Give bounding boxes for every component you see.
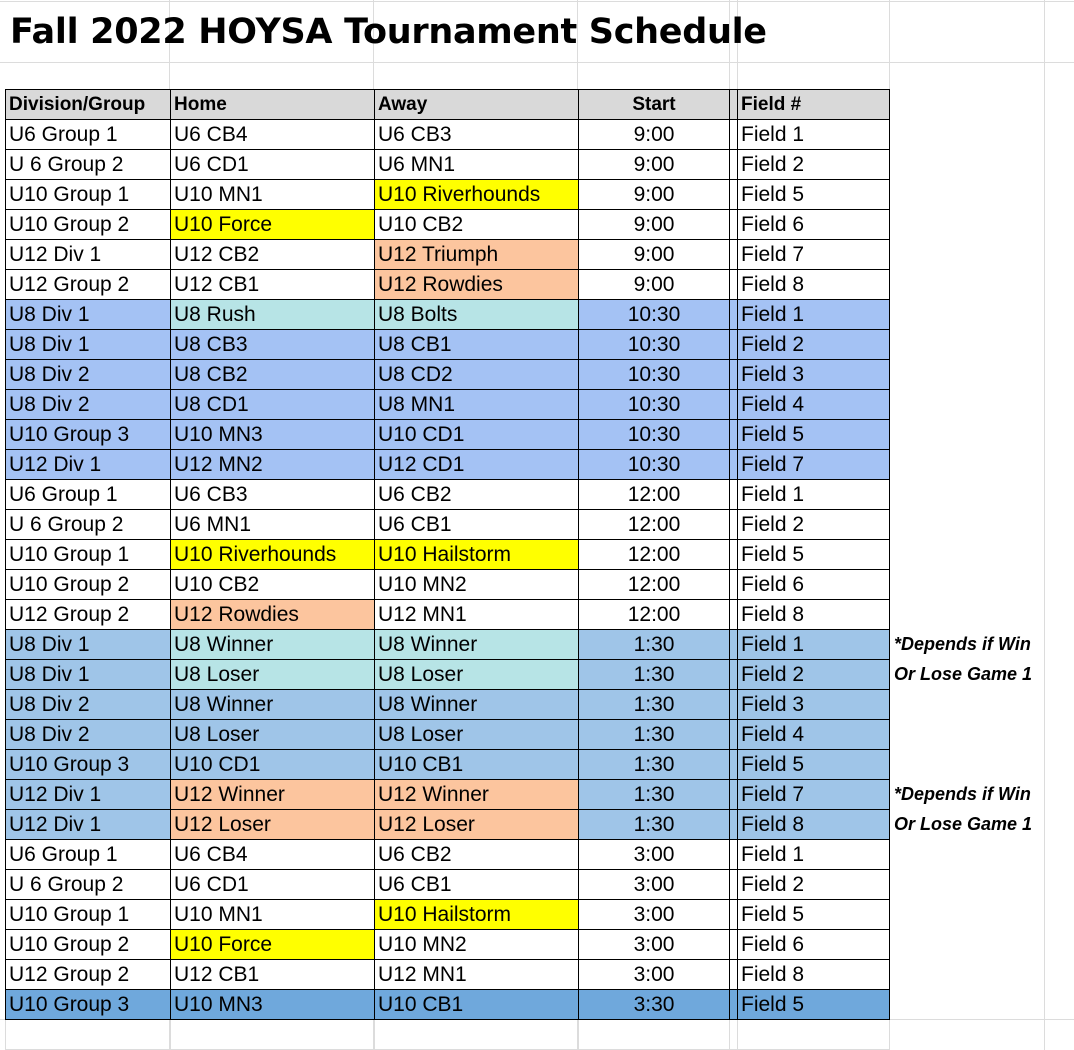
- away-team-cell[interactable]: U6 CB2: [375, 480, 579, 510]
- home-team-cell[interactable]: U12 CB1: [171, 960, 375, 990]
- gap-cell[interactable]: [730, 960, 738, 990]
- empty-cell[interactable]: [375, 1020, 579, 1050]
- start-time-cell[interactable]: 3:00: [579, 930, 730, 960]
- field-cell[interactable]: Field 1: [738, 120, 890, 150]
- start-time-cell[interactable]: 12:00: [579, 510, 730, 540]
- note-cell[interactable]: [890, 690, 1070, 720]
- field-cell[interactable]: Field 8: [738, 270, 890, 300]
- start-time-cell[interactable]: 12:00: [579, 570, 730, 600]
- gap-cell[interactable]: [730, 540, 738, 570]
- start-time-cell[interactable]: 9:00: [579, 150, 730, 180]
- start-time-cell[interactable]: 9:00: [579, 210, 730, 240]
- gap-cell[interactable]: [730, 510, 738, 540]
- away-team-cell[interactable]: U8 Bolts: [375, 300, 579, 330]
- field-cell[interactable]: Field 6: [738, 930, 890, 960]
- header-field[interactable]: Field #: [738, 90, 890, 120]
- field-cell[interactable]: Field 5: [738, 180, 890, 210]
- gap-cell[interactable]: [730, 990, 738, 1020]
- away-team-cell[interactable]: U12 CD1: [375, 450, 579, 480]
- table-row: [6, 990, 1070, 1020]
- division-cell[interactable]: U10 Group 3: [6, 420, 171, 450]
- table-row: [6, 450, 1070, 480]
- note-cell[interactable]: Or Lose Game 1: [894, 814, 1033, 834]
- empty-row: [6, 1020, 1070, 1050]
- division-cell[interactable]: U12 Div 1: [6, 240, 171, 270]
- away-team-cell[interactable]: U8 MN1: [375, 390, 579, 420]
- start-time-cell[interactable]: 12:00: [579, 480, 730, 510]
- away-team-cell[interactable]: U10 CB1: [375, 750, 579, 780]
- note-cell[interactable]: [890, 510, 1070, 540]
- field-cell[interactable]: Field 1: [738, 630, 890, 660]
- note-cell[interactable]: [890, 150, 1070, 180]
- start-time-cell[interactable]: 12:00: [579, 600, 730, 630]
- field-cell[interactable]: Field 2: [738, 510, 890, 540]
- table-row: [6, 480, 1070, 510]
- division-cell[interactable]: U6 Group 1: [6, 480, 171, 510]
- gap-cell[interactable]: [730, 720, 738, 750]
- field-cell[interactable]: Field 1: [738, 840, 890, 870]
- gap-cell[interactable]: [730, 750, 738, 780]
- header-division[interactable]: Division/Group: [6, 90, 171, 120]
- gap-cell[interactable]: [730, 180, 738, 210]
- start-time-cell[interactable]: 10:30: [579, 330, 730, 360]
- home-team-cell[interactable]: U10 MN1: [171, 900, 375, 930]
- division-cell[interactable]: U10 Group 1: [6, 540, 171, 570]
- division-cell[interactable]: U8 Div 1: [6, 630, 171, 660]
- division-cell[interactable]: U10 Group 3: [6, 750, 171, 780]
- header-note-cell[interactable]: [890, 90, 1070, 120]
- home-team-cell[interactable]: U8 CB3: [171, 330, 375, 360]
- home-team-cell[interactable]: U12 CB2: [171, 240, 375, 270]
- note-cell[interactable]: *Depends if Win: [894, 784, 1031, 804]
- table-row: [6, 390, 1070, 420]
- home-team-cell[interactable]: U10 MN3: [171, 990, 375, 1020]
- start-time-cell[interactable]: 3:00: [579, 900, 730, 930]
- gap-cell[interactable]: [730, 930, 738, 960]
- home-team-cell[interactable]: U6 CB3: [171, 480, 375, 510]
- away-team-cell[interactable]: U8 CD2: [375, 360, 579, 390]
- division-cell[interactable]: U10 Group 2: [6, 570, 171, 600]
- start-time-cell[interactable]: 1:30: [579, 720, 730, 750]
- note-cell[interactable]: [890, 360, 1070, 390]
- header-home[interactable]: Home: [171, 90, 375, 120]
- table-row: [6, 750, 1070, 780]
- away-team-cell[interactable]: U12 MN1: [375, 600, 579, 630]
- home-team-cell[interactable]: U12 CB1: [171, 270, 375, 300]
- home-team-cell[interactable]: U8 Loser: [171, 660, 375, 690]
- note-cell[interactable]: [890, 900, 1070, 930]
- table-row: [6, 240, 1070, 270]
- field-cell[interactable]: Field 5: [738, 990, 890, 1020]
- field-cell[interactable]: Field 5: [738, 750, 890, 780]
- field-cell[interactable]: Field 3: [738, 690, 890, 720]
- start-time-cell[interactable]: 1:30: [579, 690, 730, 720]
- away-team-cell[interactable]: U10 Hailstorm: [375, 540, 579, 570]
- note-cell[interactable]: [890, 570, 1070, 600]
- home-team-cell[interactable]: U6 CB4: [171, 120, 375, 150]
- empty-cell[interactable]: [6, 1020, 171, 1050]
- gap-cell[interactable]: [730, 630, 738, 660]
- field-cell[interactable]: Field 7: [738, 780, 890, 810]
- note-cell[interactable]: [890, 210, 1070, 240]
- table-row: [6, 330, 1070, 360]
- gap-cell[interactable]: [730, 300, 738, 330]
- division-cell[interactable]: U12 Div 1: [6, 810, 171, 840]
- start-time-cell[interactable]: 1:30: [579, 750, 730, 780]
- field-cell[interactable]: Field 5: [738, 900, 890, 930]
- division-cell[interactable]: U8 Div 1: [6, 330, 171, 360]
- note-cell[interactable]: [890, 840, 1070, 870]
- table-row: [6, 420, 1070, 450]
- field-cell[interactable]: Field 5: [738, 540, 890, 570]
- note-cell[interactable]: [890, 180, 1070, 210]
- table-row: [6, 900, 1070, 930]
- table-row: [6, 120, 1070, 150]
- start-time-cell[interactable]: 9:00: [579, 120, 730, 150]
- schedule-table: [5, 89, 1070, 1050]
- gap-cell[interactable]: [730, 270, 738, 300]
- gap-cell[interactable]: [730, 870, 738, 900]
- away-team-cell[interactable]: U6 MN1: [375, 150, 579, 180]
- away-team-cell[interactable]: U10 Hailstorm: [375, 900, 579, 930]
- start-time-cell[interactable]: 10:30: [579, 420, 730, 450]
- start-time-cell[interactable]: 3:00: [579, 960, 730, 990]
- empty-cell[interactable]: [579, 1020, 730, 1050]
- start-time-cell[interactable]: 10:30: [579, 300, 730, 330]
- table-row: [6, 300, 1070, 330]
- away-team-cell[interactable]: U6 CB3: [375, 120, 579, 150]
- away-team-cell[interactable]: U12 Winner: [375, 780, 579, 810]
- gap-cell[interactable]: [730, 810, 738, 840]
- note-cell[interactable]: [890, 120, 1070, 150]
- field-cell[interactable]: Field 8: [738, 810, 890, 840]
- gap-cell[interactable]: [730, 360, 738, 390]
- gridline: [0, 1, 1074, 2]
- gap-cell[interactable]: [730, 900, 738, 930]
- note-cell[interactable]: [890, 720, 1070, 750]
- away-team-cell[interactable]: U10 Riverhounds: [375, 180, 579, 210]
- away-team-cell[interactable]: U10 CB2: [375, 210, 579, 240]
- gap-cell[interactable]: [730, 450, 738, 480]
- away-team-cell[interactable]: U6 CB2: [375, 840, 579, 870]
- note-cell[interactable]: [890, 450, 1070, 480]
- gap-cell[interactable]: [730, 840, 738, 870]
- start-time-cell[interactable]: 9:00: [579, 180, 730, 210]
- division-cell[interactable]: U12 Group 2: [6, 270, 171, 300]
- division-cell[interactable]: U8 Div 2: [6, 690, 171, 720]
- empty-cell[interactable]: [730, 1020, 738, 1050]
- away-team-cell[interactable]: U10 CD1: [375, 420, 579, 450]
- division-cell[interactable]: U10 Group 1: [6, 180, 171, 210]
- gap-cell[interactable]: [730, 570, 738, 600]
- division-cell[interactable]: U6 Group 1: [6, 120, 171, 150]
- note-cell[interactable]: [890, 300, 1070, 330]
- gap-cell[interactable]: [730, 420, 738, 450]
- gap-cell[interactable]: [730, 690, 738, 720]
- division-cell[interactable]: U10 Group 3: [6, 990, 171, 1020]
- division-cell[interactable]: U10 Group 1: [6, 900, 171, 930]
- home-team-cell[interactable]: U6 MN1: [171, 510, 375, 540]
- division-cell[interactable]: U12 Div 1: [6, 450, 171, 480]
- field-cell[interactable]: Field 1: [738, 300, 890, 330]
- note-cell[interactable]: [890, 330, 1070, 360]
- gap-cell[interactable]: [730, 210, 738, 240]
- start-time-cell[interactable]: 3:00: [579, 840, 730, 870]
- start-time-cell[interactable]: 3:00: [579, 870, 730, 900]
- gap-cell[interactable]: [730, 600, 738, 630]
- table-row: [6, 720, 1070, 750]
- home-team-cell[interactable]: U12 Rowdies: [171, 600, 375, 630]
- division-cell[interactable]: U8 Div 2: [6, 390, 171, 420]
- field-cell[interactable]: Field 4: [738, 720, 890, 750]
- gap-cell[interactable]: [730, 480, 738, 510]
- field-cell[interactable]: Field 2: [738, 330, 890, 360]
- table-row: [6, 690, 1070, 720]
- home-team-cell[interactable]: U10 Force: [171, 210, 375, 240]
- field-cell[interactable]: Field 6: [738, 570, 890, 600]
- start-time-cell[interactable]: 1:30: [579, 660, 730, 690]
- gap-cell[interactable]: [730, 390, 738, 420]
- away-team-cell[interactable]: U8 CB1: [375, 330, 579, 360]
- division-cell[interactable]: U8 Div 1: [6, 300, 171, 330]
- note-cell[interactable]: [890, 540, 1070, 570]
- division-cell[interactable]: U 6 Group 2: [6, 510, 171, 540]
- division-cell[interactable]: U12 Group 2: [6, 960, 171, 990]
- note-cell[interactable]: [890, 480, 1070, 510]
- field-cell[interactable]: Field 7: [738, 240, 890, 270]
- home-team-cell[interactable]: U8 Loser: [171, 720, 375, 750]
- division-cell[interactable]: U 6 Group 2: [6, 870, 171, 900]
- start-time-cell[interactable]: 3:30: [579, 990, 730, 1020]
- empty-cell[interactable]: [890, 1020, 1070, 1050]
- start-time-cell[interactable]: 9:00: [579, 240, 730, 270]
- field-cell[interactable]: Field 2: [738, 660, 890, 690]
- table-row: [6, 510, 1070, 540]
- start-time-cell[interactable]: 9:00: [579, 270, 730, 300]
- field-cell[interactable]: Field 5: [738, 420, 890, 450]
- away-team-cell[interactable]: U8 Loser: [375, 660, 579, 690]
- note-cell[interactable]: [890, 600, 1070, 630]
- away-team-cell[interactable]: U6 CB1: [375, 870, 579, 900]
- division-cell[interactable]: U 6 Group 2: [6, 150, 171, 180]
- header-away[interactable]: Away: [375, 90, 579, 120]
- away-team-cell[interactable]: U12 MN1: [375, 960, 579, 990]
- table-row: [6, 150, 1070, 180]
- start-time-cell[interactable]: 1:30: [579, 810, 730, 840]
- home-team-cell[interactable]: U8 CD1: [171, 390, 375, 420]
- division-cell[interactable]: U8 Div 2: [6, 720, 171, 750]
- away-team-cell[interactable]: U6 CB1: [375, 510, 579, 540]
- table-row: [6, 960, 1070, 990]
- table-row: [6, 210, 1070, 240]
- home-team-cell[interactable]: U10 CD1: [171, 750, 375, 780]
- table-row: [6, 270, 1070, 300]
- note-cell[interactable]: Or Lose Game 1: [894, 664, 1033, 684]
- division-cell[interactable]: U10 Group 2: [6, 930, 171, 960]
- field-cell[interactable]: Field 2: [738, 150, 890, 180]
- home-team-cell[interactable]: U6 CB4: [171, 840, 375, 870]
- away-team-cell[interactable]: U10 MN2: [375, 570, 579, 600]
- away-team-cell[interactable]: U8 Loser: [375, 720, 579, 750]
- table-row: [6, 360, 1070, 390]
- home-team-cell[interactable]: U8 Rush: [171, 300, 375, 330]
- gap-cell[interactable]: [730, 150, 738, 180]
- field-cell[interactable]: Field 1: [738, 480, 890, 510]
- division-cell[interactable]: U8 Div 2: [6, 360, 171, 390]
- home-team-cell[interactable]: U10 CB2: [171, 570, 375, 600]
- away-team-cell[interactable]: U12 Rowdies: [375, 270, 579, 300]
- home-team-cell[interactable]: U10 Force: [171, 930, 375, 960]
- home-team-cell[interactable]: U8 Winner: [171, 690, 375, 720]
- home-team-cell[interactable]: U10 Riverhounds: [171, 540, 375, 570]
- table-row: [6, 630, 1070, 660]
- note-cell[interactable]: [890, 870, 1070, 900]
- table-row: [6, 840, 1070, 870]
- start-time-cell[interactable]: 10:30: [579, 450, 730, 480]
- field-cell[interactable]: Field 3: [738, 360, 890, 390]
- note-cell[interactable]: [890, 270, 1070, 300]
- home-team-cell[interactable]: U8 CB2: [171, 360, 375, 390]
- table-row: [6, 810, 1070, 840]
- header-start[interactable]: Start: [579, 90, 730, 120]
- home-team-cell[interactable]: U12 MN2: [171, 450, 375, 480]
- field-cell[interactable]: Field 6: [738, 210, 890, 240]
- gridline: [0, 62, 1074, 63]
- division-cell[interactable]: U12 Div 1: [6, 780, 171, 810]
- note-cell[interactable]: [890, 240, 1070, 270]
- field-cell[interactable]: Field 8: [738, 960, 890, 990]
- table-row: [6, 870, 1070, 900]
- gap-cell[interactable]: [730, 660, 738, 690]
- note-cell[interactable]: [890, 750, 1070, 780]
- page-title: Fall 2022 HOYSA Tournament Schedule: [10, 12, 767, 52]
- away-team-cell[interactable]: U8 Winner: [375, 690, 579, 720]
- home-team-cell[interactable]: U6 CD1: [171, 150, 375, 180]
- table-row: [6, 180, 1070, 210]
- note-cell[interactable]: [890, 420, 1070, 450]
- table-row: [6, 660, 1070, 690]
- away-team-cell[interactable]: U12 Loser: [375, 810, 579, 840]
- gap-cell[interactable]: [730, 780, 738, 810]
- note-cell[interactable]: [890, 390, 1070, 420]
- note-cell[interactable]: [890, 960, 1070, 990]
- start-time-cell[interactable]: 10:30: [579, 360, 730, 390]
- table-row: [6, 570, 1070, 600]
- home-team-cell[interactable]: U12 Loser: [171, 810, 375, 840]
- division-cell[interactable]: U8 Div 1: [6, 660, 171, 690]
- header-row: [6, 90, 1070, 120]
- table-row: [6, 540, 1070, 570]
- field-cell[interactable]: Field 2: [738, 870, 890, 900]
- empty-cell[interactable]: [171, 1020, 375, 1050]
- start-time-cell[interactable]: 1:30: [579, 780, 730, 810]
- start-time-cell[interactable]: 12:00: [579, 540, 730, 570]
- empty-cell[interactable]: [738, 1020, 890, 1050]
- home-team-cell[interactable]: U12 Winner: [171, 780, 375, 810]
- note-cell[interactable]: [890, 930, 1070, 960]
- note-cell[interactable]: *Depends if Win: [894, 634, 1031, 654]
- note-cell[interactable]: [890, 990, 1070, 1020]
- start-time-cell[interactable]: 1:30: [579, 630, 730, 660]
- table-row: [6, 930, 1070, 960]
- gap-cell[interactable]: [730, 240, 738, 270]
- home-team-cell[interactable]: U10 MN3: [171, 420, 375, 450]
- gap-cell[interactable]: [730, 120, 738, 150]
- table-row: [6, 600, 1070, 630]
- away-team-cell[interactable]: U8 Winner: [375, 630, 579, 660]
- field-cell[interactable]: Field 4: [738, 390, 890, 420]
- away-team-cell[interactable]: U10 CB1: [375, 990, 579, 1020]
- home-team-cell[interactable]: U6 CD1: [171, 870, 375, 900]
- division-cell[interactable]: U12 Group 2: [6, 600, 171, 630]
- field-cell[interactable]: Field 7: [738, 450, 890, 480]
- home-team-cell[interactable]: U8 Winner: [171, 630, 375, 660]
- table-row: [6, 780, 1070, 810]
- division-cell[interactable]: U10 Group 2: [6, 210, 171, 240]
- division-cell[interactable]: U6 Group 1: [6, 840, 171, 870]
- field-cell[interactable]: Field 8: [738, 600, 890, 630]
- away-team-cell[interactable]: U12 Triumph: [375, 240, 579, 270]
- header-gap-cell[interactable]: [730, 90, 738, 120]
- start-time-cell[interactable]: 10:30: [579, 390, 730, 420]
- away-team-cell[interactable]: U10 MN2: [375, 930, 579, 960]
- home-team-cell[interactable]: U10 MN1: [171, 180, 375, 210]
- gap-cell[interactable]: [730, 330, 738, 360]
